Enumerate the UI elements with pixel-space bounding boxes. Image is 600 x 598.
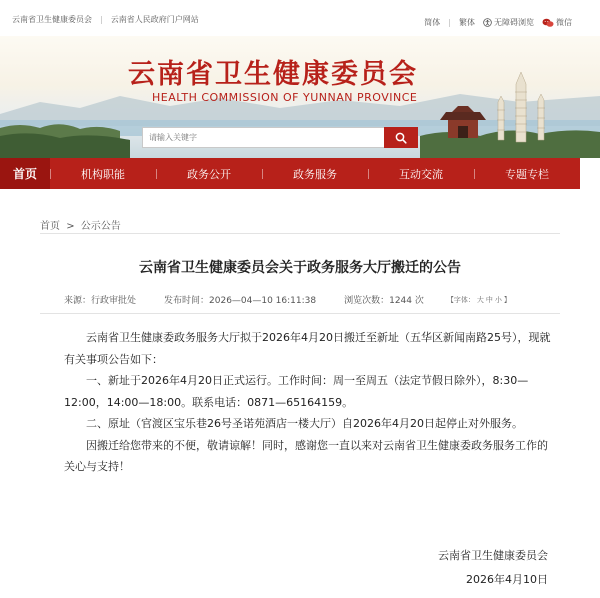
breadcrumb-current[interactable]: 公示公告: [80, 221, 121, 232]
font-size-small[interactable]: 小: [494, 295, 502, 304]
site-subtitle: HEALTH COMMISSION OF YUNNAN PROVINCE: [152, 91, 418, 104]
header-banner: [0, 36, 600, 158]
top-link-commission[interactable]: 云南省卫生健康委员会: [12, 15, 92, 24]
article-paragraph: 二、原址（官渡区宝乐巷26号圣诺苑酒店一楼大厅）自2026年4月20日起停止对外服务。: [64, 417, 523, 430]
article-title: 云南省卫生健康委员会关于政务服务大厅搬迁的公告: [139, 260, 461, 276]
search-icon: [395, 132, 407, 144]
article-publish-time: 发布时间：2026—04—10 16:11:38: [164, 296, 317, 306]
font-size-medium[interactable]: 中: [485, 295, 493, 304]
wechat-icon: [542, 18, 554, 28]
top-separator: |: [448, 18, 451, 27]
simplified-chinese-link[interactable]: 简体: [424, 18, 441, 27]
article-signature-block: [438, 544, 548, 592]
wechat-label: 微信: [556, 18, 572, 27]
breadcrumb: [40, 217, 121, 232]
article-date: 2026年4月10日: [466, 573, 548, 586]
accessibility-label: 无障碍浏览: [494, 18, 534, 27]
wechat-link[interactable]: [542, 17, 572, 28]
search-button[interactable]: [384, 127, 418, 148]
article-body: [64, 327, 558, 478]
breadcrumb-home[interactable]: 首页: [40, 221, 60, 232]
traditional-chinese-link[interactable]: 繁体: [459, 18, 475, 27]
font-size-label: 【字体：: [446, 295, 475, 304]
nav-item-gov-affairs-open[interactable]: 政务公开: [156, 166, 262, 182]
font-size-end: 】: [503, 295, 511, 304]
accessibility-link[interactable]: [483, 17, 534, 28]
nav-item-gov-services[interactable]: 政务服务: [262, 166, 368, 182]
article-meta: [64, 293, 512, 306]
accessibility-icon: [483, 18, 492, 27]
article-view-count: 浏览次数：1244 次: [344, 296, 424, 306]
article-paragraph: 云南省卫生健康委政务服务大厅拟于2026年4月20日搬迁至新址（五华区新闻南路25号），现就有关事项公告如下：: [64, 331, 551, 366]
nav-item-special-topics[interactable]: 专题专栏: [474, 166, 580, 182]
font-size-switcher: [446, 295, 512, 305]
nav-item-home[interactable]: 首页: [0, 158, 50, 189]
nav-item-functions[interactable]: 机构职能: [50, 166, 156, 182]
breadcrumb-separator: >: [66, 221, 75, 232]
nav-item-interaction[interactable]: 互动交流: [368, 166, 474, 182]
meta-divider: [40, 313, 560, 314]
breadcrumb-divider: [40, 233, 560, 234]
article-paragraph: 一、新址于2026年4月20日正式运行。工作时间：周一至周五（法定节假日除外），8:30—12:00，14:00—18:00。联系电话：0871—65164159。: [64, 374, 529, 409]
article-signature: 云南省卫生健康委员会: [438, 549, 548, 562]
top-link-gov-portal[interactable]: 云南省人民政府门户网站: [110, 15, 199, 24]
main-nav: [0, 158, 580, 189]
search-input[interactable]: [142, 127, 384, 148]
search-bar: [142, 127, 418, 148]
article-paragraph: 因搬迁给您带来的不便，敬请谅解！同时，感谢您一直以来对云南省卫生健康委政务服务工作的关心与支持！: [64, 438, 548, 473]
site-title: 云南省卫生健康委员会: [128, 59, 418, 90]
top-separator: |: [100, 15, 103, 24]
article-source: 来源：行政审批处: [64, 296, 137, 306]
font-size-large[interactable]: 大: [476, 295, 484, 304]
top-utility-bar: [0, 0, 600, 36]
